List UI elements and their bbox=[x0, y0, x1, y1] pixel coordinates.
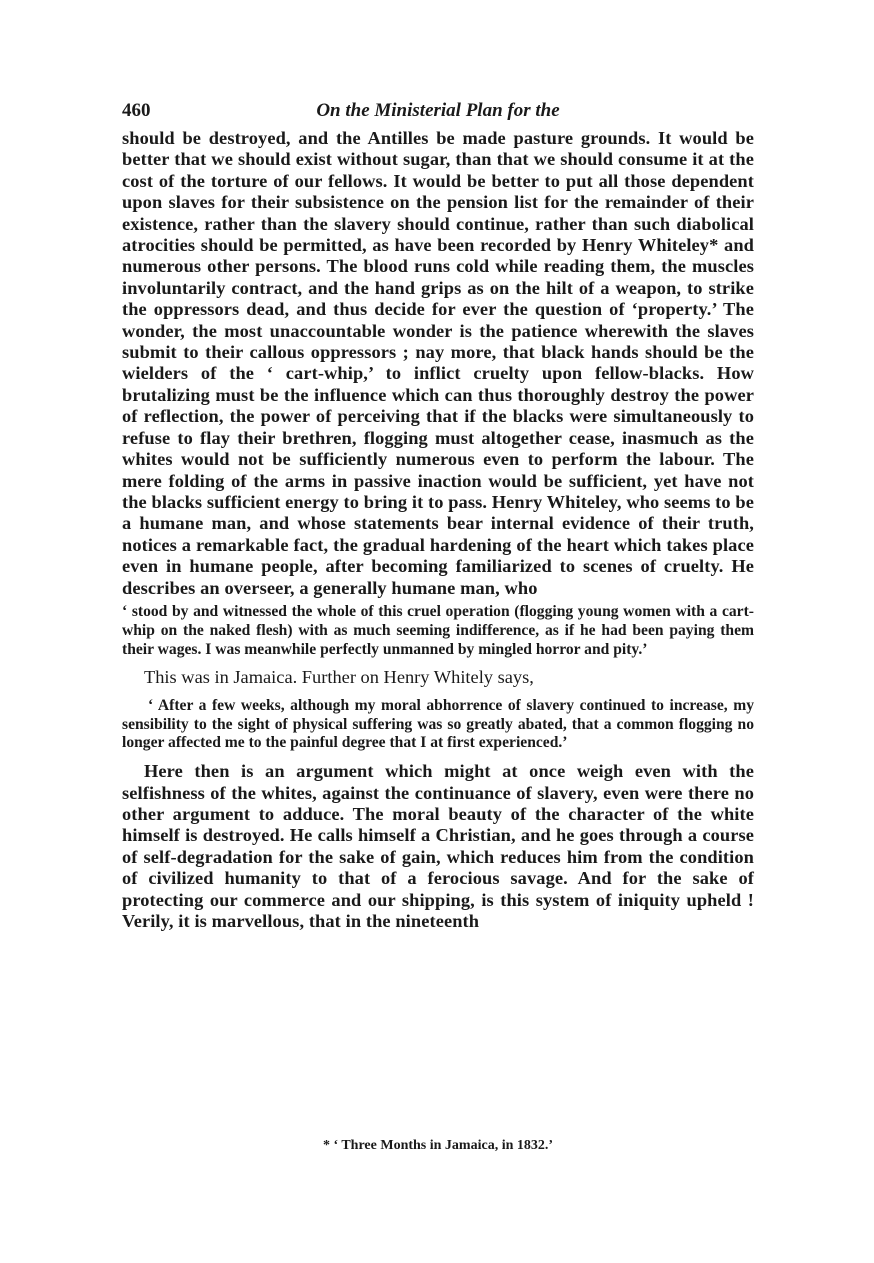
page-body bbox=[122, 100, 754, 932]
running-head bbox=[122, 100, 754, 126]
paragraph-1: should be destroyed, and the Antilles be made pasture grounds. It would be better that we should exist without sugar, than that we should consume it at the cost of the torture of our fellows. It would be better to put all those dependent upon slaves for their subsistence on the pension list for the remainder of their existence, rather than the slavery should continue, rather than such diabolical atrocities should be permitted, as have been recorded by Henry Whiteley* and numerous other persons. The blood runs cold while reading them, the muscles involuntarily contract, and the hand grips as on the hilt of a weapon, to strike the oppressors dead, and thus decide for ever the question of ‘property.’ The wonder, the most unaccountable wonder is the patience wherewith the slaves submit to their callous oppressors ; nay more, that black hands should be the wielders of the ‘ cart-whip,’ to inflict cruelty upon fellow-blacks. How brutalizing must be the influence which can thus thoroughly destroy the power of reflection, the power of perceiving that if the blacks were simultaneously to refuse to flay their brethren, flogging must altogether cease, inasmuch as the whites would not be sufficiently numerous even to perform the labour. The mere folding of the arms in passive inaction would be sufficient, yet have not the blacks sufficient energy to bring it to pass. Henry Whiteley, who seems to be a humane man, and whose statements bear internal evidence of their truth, notices a remarkable fact, the gradual hardening of the heart which takes place even in humane people, after becoming familiarized to scenes of cruelty. He describes an overseer, a generally humane man, who bbox=[122, 128, 754, 598]
transition-line: This was in Jamaica. Further on Henry Whitely says, bbox=[144, 667, 534, 688]
block-quote-2: ‘ After a few weeks, although my moral abhorrence of slavery continued to increase, my sensibility to the sight of physical suffering was so greatly abated, that a common flogging no longer affected me to the painful degree that I at first experienced.’ bbox=[122, 696, 754, 752]
block-quote-1: ‘ stood by and witnessed the whole of this cruel operation (flogging young women with a cart-whip on the naked flesh) with as much seeming indifference, as if he had been paying them their wages. I was meanwhile perfectly unmanned by mingled horror and pity.’ bbox=[122, 602, 754, 658]
paragraph-2: Here then is an argument which might at once weigh even with the selfishness of the whites, against the continuance of slavery, even were there no other argument to adduce. The moral beauty of the character of the white himself is destroyed. He calls himself a Christian, and he goes through a course of self-degradation for the sake of gain, which reduces him from the condition of civilized humanity to that of a ferocious savage. And for the sake of protecting our commerce and our shipping, is this system of iniquity upheld ! Verily, it is marvellous, that in the nineteenth bbox=[122, 761, 754, 931]
running-title: On the Ministerial Plan for the bbox=[316, 100, 560, 121]
page-number: 460 bbox=[122, 100, 151, 121]
footnote: * ‘ Three Months in Jamaica, in 1832.’ bbox=[322, 1138, 554, 1153]
